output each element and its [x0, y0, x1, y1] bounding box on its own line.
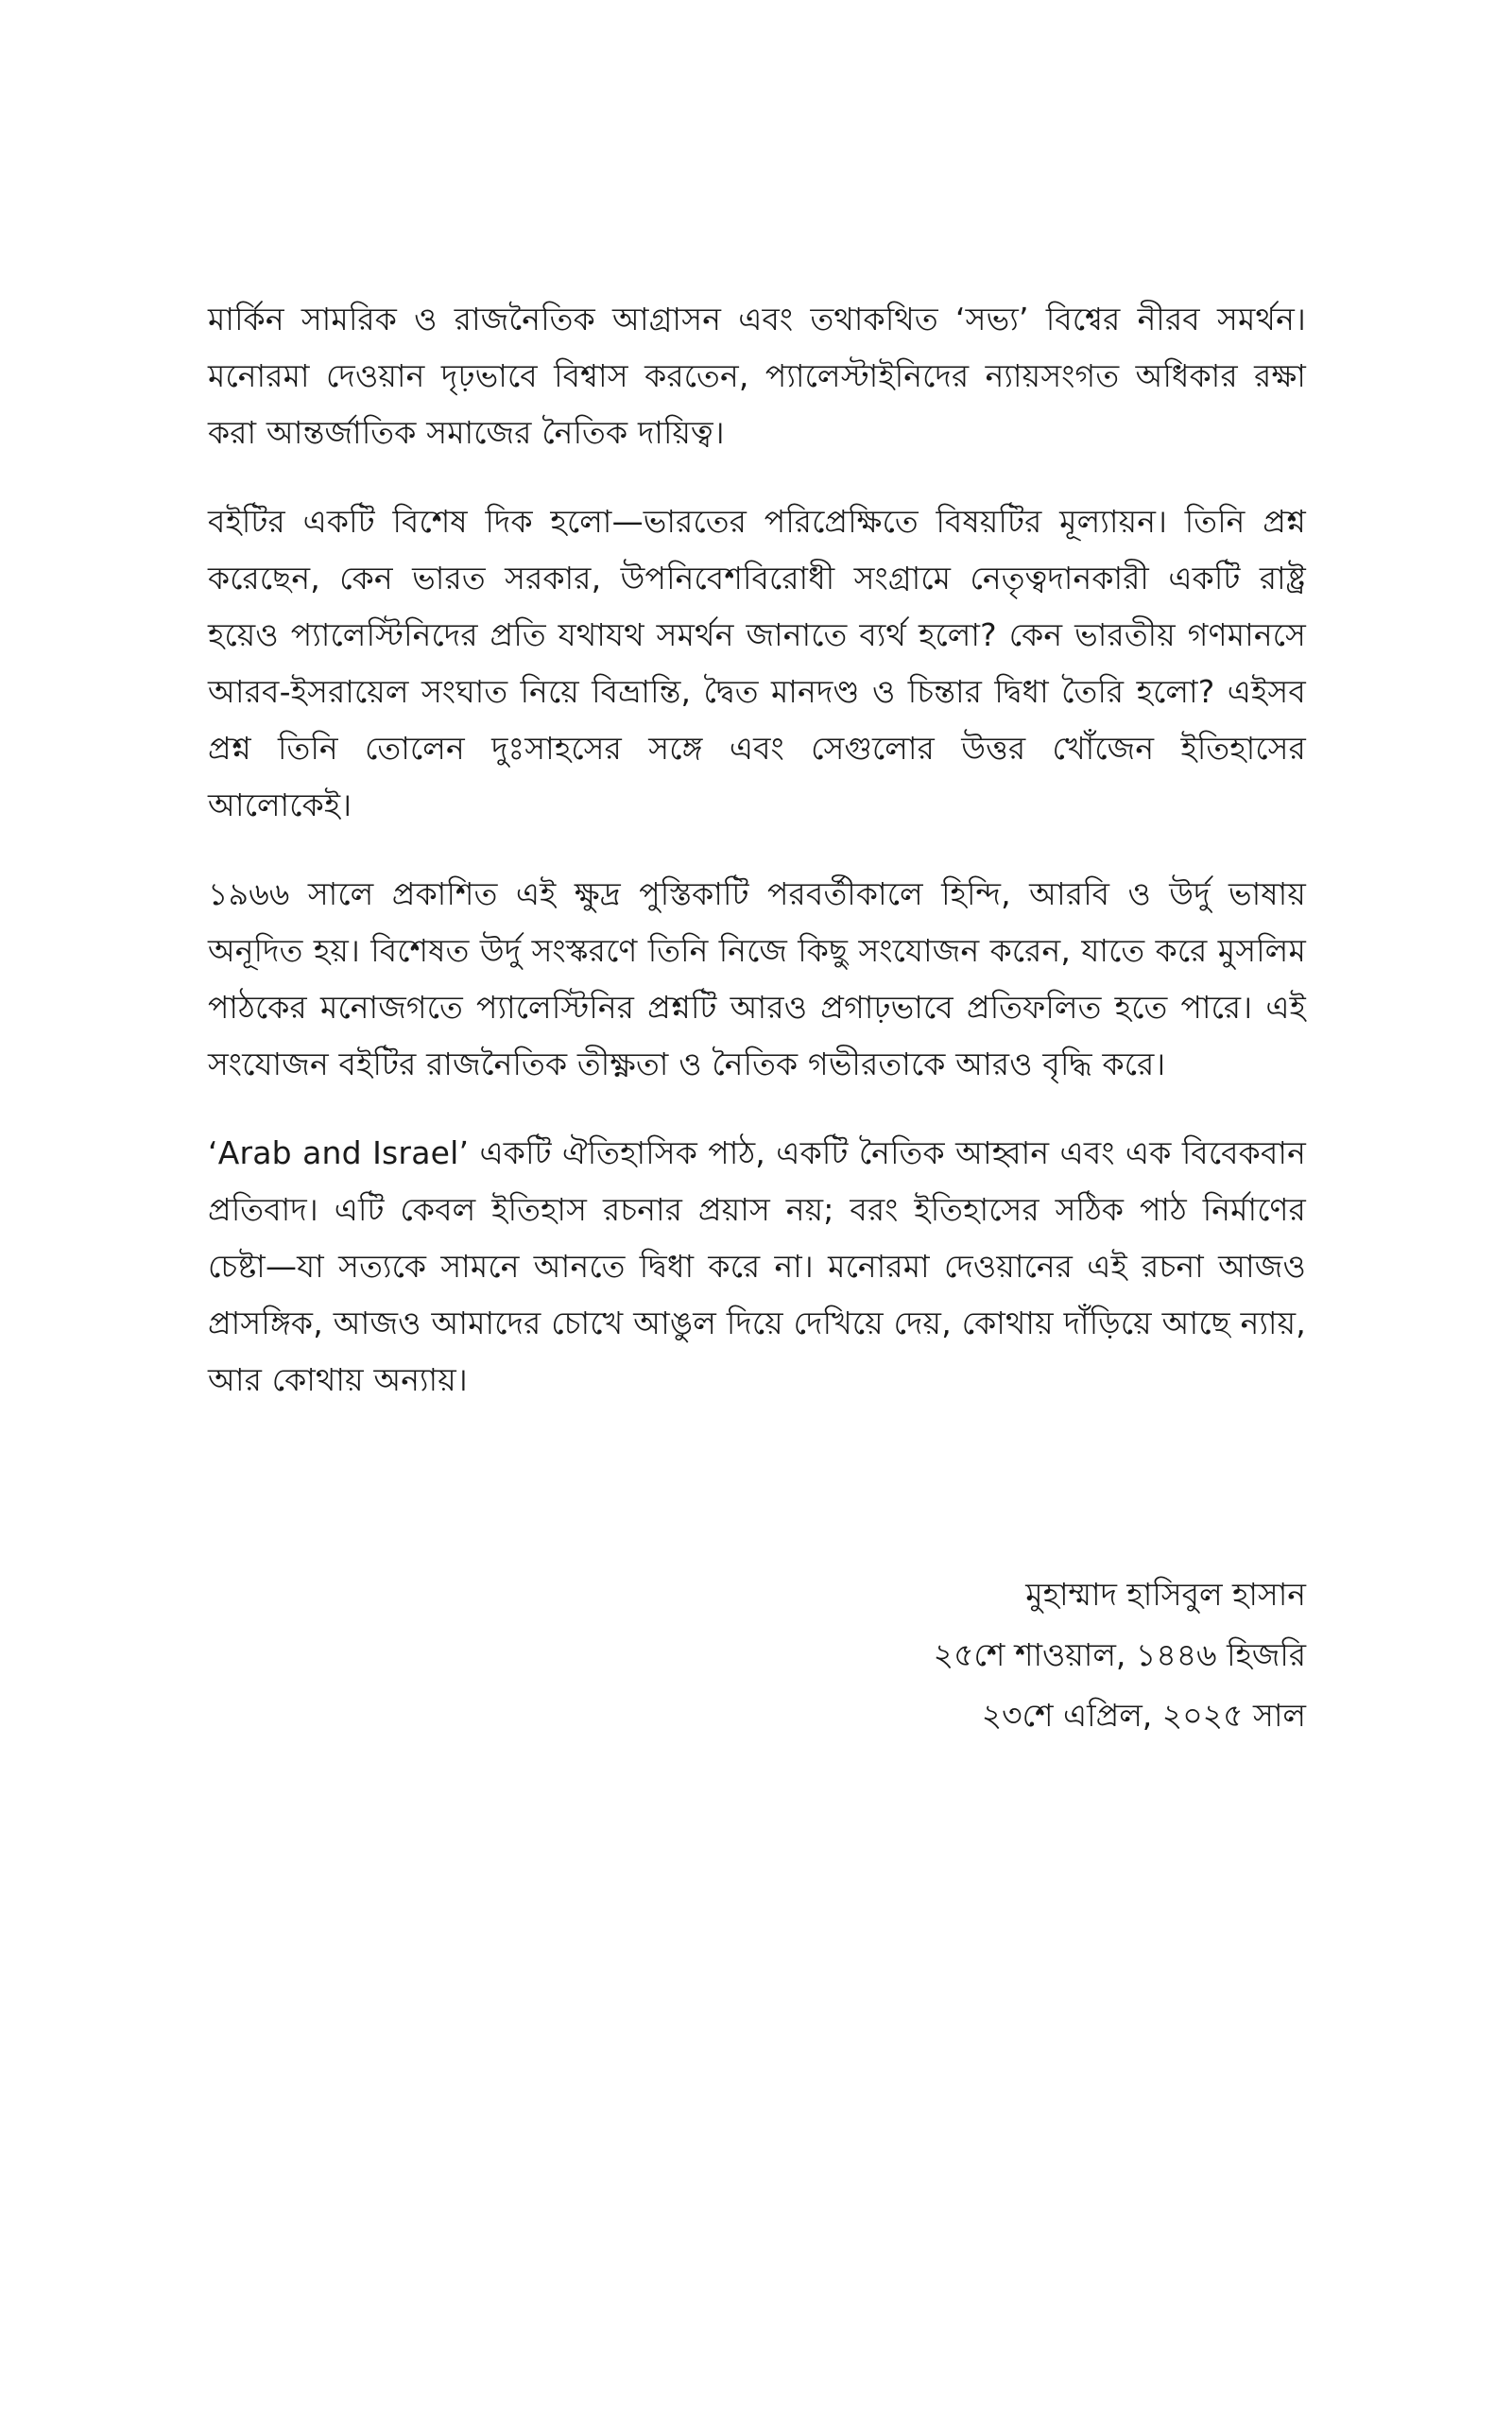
hijri-date: ২৫শে শাওয়াল, ১৪৪৬ হিজরি — [933, 1636, 1306, 1673]
paragraph-3: ১৯৬৬ সালে প্রকাশিত এই ক্ষুদ্র পুস্তিকাটি পরবর্তীকালে হিন্দি, আরবি ও উর্দু ভাষায় অনূদিত হয়। বিশেষত উর্দু সংস্করণে তিনি নিজে কিছু সংযোজন করেন, যাতে করে মুসলিম পাঠকের মনোজগতে প্যালেস্টিনির প্রশ্নটি আরও প্রগাঢ়ভাবে প্রতিফলিত হতে পারে। এই সংযোজন বইটির রাজনৈতিক তীক্ষ্ণতা ও নৈতিক গভীরতাকে আরও বৃদ্ধি করে। — [208, 875, 1306, 1082]
body-text — [208, 291, 1306, 1441]
paragraph-4: ‘Arab and Israel’ একটি ঐতিহাসিক পাঠ, একটি নৈতিক আহ্বান এবং এক বিবেকবান প্রতিবাদ। এটি কেবল ইতিহাস রচনার প্রয়াস নয়; বরং ইতিহাসের সঠিক পাঠ নির্মাণের চেষ্টা—যা সত্যকে সামনে আনতে দ্বিধা করে না। মনোরমা দেওয়ানের এই রচনা আজও প্রাসঙ্গিক, আজও আমাদের চোখে আঙুল দিয়ে দেখিয়ে দেয়, কোথায় দাঁড়িয়ে আছে ন্যায়, আর কোথায় অন্যায়। — [208, 1134, 1306, 1398]
paragraph-2: বইটির একটি বিশেষ দিক হলো—ভারতের পরিপ্রেক্ষিতে বিষয়টির মূল্যায়ন। তিনি প্রশ্ন করেছেন, কেন ভারত সরকার, উপনিবেশবিরোধী সংগ্রামে নেতৃত্বদানকারী একটি রাষ্ট্র হয়েও প্যালেস্টিনিদের প্রতি যথাযথ সমর্থন জানাতে ব্যর্থ হলো? কেন ভারতীয় গণমানসে আরব-ইসরায়েল সংঘাত নিয়ে বিভ্রান্তি, দ্বৈত মানদণ্ড ও চিন্তার দ্বিধা তৈরি হলো? এইসব প্রশ্ন তিনি তোলেন দুঃসাহসের সঙ্গে এবং সেগুলোর উত্তর খোঁজেন ইতিহাসের আলোকেই। — [208, 503, 1306, 823]
gregorian-date: ২৩শে এপ্রিল, ২০২৫ সাল — [981, 1697, 1306, 1734]
signature-block — [934, 1564, 1306, 1746]
paragraph-1: মার্কিন সামরিক ও রাজনৈতিক আগ্রাসন এবং তথাকথিত ‘সভ্য’ বিশ্বের নীরব সমর্থন। মনোরমা দেওয়ান দৃঢ়ভাবে বিশ্বাস করতেন, প্যালেস্টাইনিদের ন্যায়সংগত অধিকার রক্ষা করা আন্তর্জাতিক সমাজের নৈতিক দায়িত্ব। — [208, 301, 1306, 451]
author-name: মুহাম্মাদ হাসিবুল হাসান — [1025, 1576, 1306, 1613]
